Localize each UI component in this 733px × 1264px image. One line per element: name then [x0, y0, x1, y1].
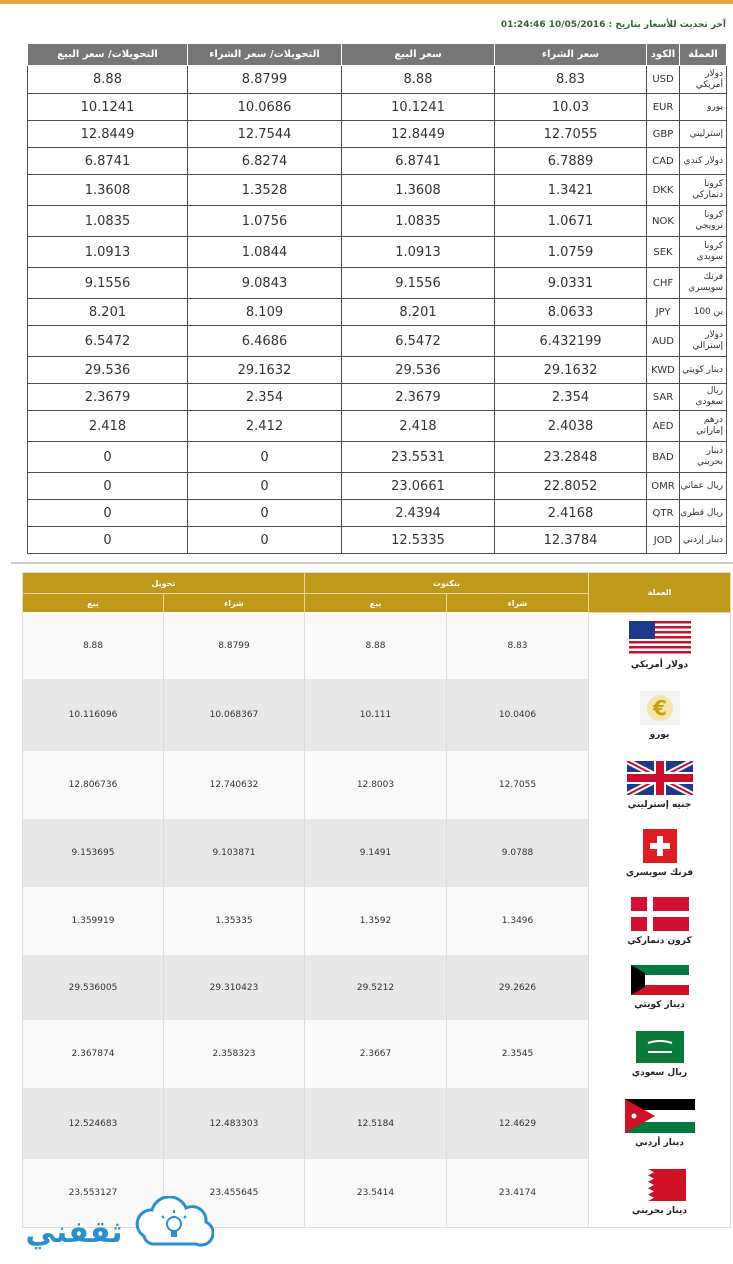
kuwait-flag — [589, 965, 730, 998]
currency-cell: فرنك سويسري — [680, 268, 727, 299]
transfer-sell-cell: 12.806736 — [23, 751, 164, 819]
sell-rate-cell: 1.3608 — [342, 175, 495, 206]
sell-rate-cell: 29.536 — [342, 357, 495, 384]
transfer-sell-cell: 2.367874 — [23, 1020, 164, 1088]
table-row — [28, 237, 727, 268]
currency-name: كرون دنماركي — [627, 935, 692, 946]
currency-cell: درهم إماراتي — [680, 411, 727, 442]
transfer-buy-cell: 1.3528 — [188, 175, 342, 206]
buy-rate-cell: 8.83 — [495, 66, 647, 94]
sell-rate-cell: 10.1241 — [342, 94, 495, 121]
buy-rate-cell: 6.7889 — [495, 148, 647, 175]
transfer-sell-cell: 0 — [28, 473, 188, 500]
currency-cell — [589, 887, 731, 955]
sell-rate-cell: 23.0661 — [342, 473, 495, 500]
currency-cell — [589, 819, 731, 887]
table-row — [23, 1088, 731, 1159]
buy-rate-cell: 1.0671 — [495, 206, 647, 237]
col-header-transfer-sell: بيع — [23, 594, 164, 613]
table-row — [23, 679, 731, 751]
sell-rate-cell: 8.88 — [342, 66, 495, 94]
transfer-sell-cell: 2.3679 — [28, 384, 188, 411]
col-header-currency: العملة — [680, 44, 727, 66]
transfer-sell-cell: 29.536 — [28, 357, 188, 384]
transfer-buy-cell: 10.0686 — [188, 94, 342, 121]
sell-rate-cell: 2.4394 — [342, 500, 495, 527]
transfer-sell-cell: 1.359919 — [23, 887, 164, 955]
currency-cell: ريال قطري — [680, 500, 727, 527]
buy-rate-cell: 22.8052 — [495, 473, 647, 500]
transfer-buy-cell: 12.740632 — [164, 751, 305, 819]
buy-rate-cell: 9.0331 — [495, 268, 647, 299]
table-row — [23, 1020, 731, 1088]
transfer-buy-cell: 29.310423 — [164, 955, 305, 1020]
code-cell: KWD — [647, 357, 680, 384]
col-header-code: الكود — [647, 44, 680, 66]
buy-rate-cell: 12.7055 — [495, 121, 647, 148]
transfer-sell-cell: 0 — [28, 500, 188, 527]
table-row — [23, 819, 731, 887]
buy-rate-cell: 12.3784 — [495, 527, 647, 554]
transfer-sell-cell: 6.5472 — [28, 326, 188, 357]
currency-cell: دولار إسترالي — [680, 326, 727, 357]
currency-cell: ين 100 — [680, 299, 727, 326]
currency-cell — [589, 1088, 731, 1159]
code-cell: JOD — [647, 527, 680, 554]
svg-text:€: € — [652, 695, 667, 720]
transfer-sell-cell: 10.1241 — [28, 94, 188, 121]
col-header-sell: سعر البيع — [342, 44, 495, 66]
col-header-banknote: بنكنوت — [305, 573, 589, 594]
sell-rate-cell: 2.418 — [342, 411, 495, 442]
code-cell: AUD — [647, 326, 680, 357]
sell-rate-cell: 1.0913 — [342, 237, 495, 268]
sell-rate-cell: 6.8741 — [342, 148, 495, 175]
table-row — [28, 121, 727, 148]
table-row — [28, 384, 727, 411]
transfer-buy-cell: 0 — [188, 527, 342, 554]
currency-name: ريال سعودي — [631, 1067, 688, 1078]
banknote-sell-cell: 8.88 — [305, 612, 447, 679]
transfer-sell-cell: 1.3608 — [28, 175, 188, 206]
transfer-sell-cell: 9.1556 — [28, 268, 188, 299]
col-header-transfer-buy: التحويلات/ سعر الشراء — [188, 44, 342, 66]
top-accent-bar — [0, 0, 733, 4]
buy-rate-cell: 2.354 — [495, 384, 647, 411]
transfer-buy-cell: 0 — [188, 473, 342, 500]
code-cell: GBP — [647, 121, 680, 148]
buy-rate-cell: 6.432199 — [495, 326, 647, 357]
currency-cell — [589, 1159, 731, 1227]
banknote-sell-cell: 29.5212 — [305, 955, 447, 1020]
table-row — [28, 411, 727, 442]
banknote-buy-cell: 9.0788 — [447, 819, 589, 887]
transfer-buy-cell: 6.4686 — [188, 326, 342, 357]
uk-flag — [589, 761, 730, 798]
code-cell: JPY — [647, 299, 680, 326]
code-cell: CAD — [647, 148, 680, 175]
transfer-sell-cell: 0 — [28, 527, 188, 554]
table-row — [23, 612, 731, 679]
currency-name: يورو — [649, 729, 670, 740]
currency-cell — [589, 751, 731, 819]
transfer-buy-cell: 1.35335 — [164, 887, 305, 955]
bahrain-flag — [589, 1169, 730, 1204]
transfer-sell-cell: 6.8741 — [28, 148, 188, 175]
currency-cell: دولار كندي — [680, 148, 727, 175]
code-cell: BAD — [647, 442, 680, 473]
site-watermark-logo — [14, 1196, 214, 1260]
transfer-sell-cell: 8.88 — [28, 66, 188, 94]
table-row — [28, 66, 727, 94]
currency-name: دولار أمريكي — [630, 660, 689, 671]
saudi-flag — [589, 1031, 730, 1066]
currency-name: جنيه إسترليني — [627, 799, 692, 810]
transfer-buy-cell: 0 — [188, 442, 342, 473]
transfer-sell-cell: 8.201 — [28, 299, 188, 326]
banknote-sell-cell: 23.5414 — [305, 1159, 447, 1227]
table-row — [28, 268, 727, 299]
currency-name: دينار كويتي — [634, 1000, 685, 1010]
buy-rate-cell: 2.4168 — [495, 500, 647, 527]
code-cell: USD — [647, 66, 680, 94]
currency-cell: دينار إردني — [680, 527, 727, 554]
transfer-buy-cell: 8.8799 — [164, 612, 305, 679]
col-header-currency: العملة — [589, 573, 731, 613]
transfer-buy-cell: 1.0844 — [188, 237, 342, 268]
buy-rate-cell: 1.0759 — [495, 237, 647, 268]
table-row — [28, 357, 727, 384]
currency-cell — [589, 955, 731, 1020]
transfer-sell-cell: 29.536005 — [23, 955, 164, 1020]
table-row — [28, 299, 727, 326]
transfer-sell-cell: 1.0835 — [28, 206, 188, 237]
table-row — [28, 94, 727, 121]
banknote-transfer-table — [22, 572, 731, 1228]
currency-name: دينار بحريني — [632, 1206, 687, 1217]
swiss-flag — [589, 829, 730, 866]
code-cell: SEK — [647, 237, 680, 268]
banknote-buy-cell: 29.2626 — [447, 955, 589, 1020]
usa-flag — [589, 621, 730, 658]
table-row — [23, 751, 731, 819]
transfer-buy-cell: 1.0756 — [188, 206, 342, 237]
banknote-sell-cell: 1.3592 — [305, 887, 447, 955]
transfer-sell-cell: 2.418 — [28, 411, 188, 442]
banknote-buy-cell: 12.4629 — [447, 1088, 589, 1159]
exchange-rates-table — [27, 43, 727, 554]
code-cell: NOK — [647, 206, 680, 237]
currency-cell: يورو — [680, 94, 727, 121]
transfer-sell-cell: 12.524683 — [23, 1088, 164, 1159]
buy-rate-cell: 1.3421 — [495, 175, 647, 206]
sell-rate-cell: 2.3679 — [342, 384, 495, 411]
watermark-text: ثقفني — [25, 1215, 123, 1250]
sell-rate-cell: 9.1556 — [342, 268, 495, 299]
transfer-sell-cell: 8.88 — [23, 612, 164, 679]
banknote-sell-cell: 9.1491 — [305, 819, 447, 887]
col-header-transfer-sell: التحويلات/ سعر البيع — [28, 44, 188, 66]
banknote-sell-cell: 2.3667 — [305, 1020, 447, 1088]
code-cell: CHF — [647, 268, 680, 299]
code-cell: DKK — [647, 175, 680, 206]
banknote-buy-cell: 2.3545 — [447, 1020, 589, 1088]
banknote-sell-cell: 12.5184 — [305, 1088, 447, 1159]
col-header-transfer: تحويل — [23, 573, 305, 594]
col-header-transfer-buy: شراء — [164, 594, 305, 613]
table-row — [28, 175, 727, 206]
banknote-buy-cell: 8.83 — [447, 612, 589, 679]
transfer-sell-cell: 9.153695 — [23, 819, 164, 887]
currency-cell: دينار كويتي — [680, 357, 727, 384]
currency-cell: كرونا دنماركي — [680, 175, 727, 206]
transfer-buy-cell: 2.412 — [188, 411, 342, 442]
transfer-buy-cell: 8.8799 — [188, 66, 342, 94]
transfer-sell-cell: 1.0913 — [28, 237, 188, 268]
currency-cell — [589, 679, 731, 751]
transfer-buy-cell: 29.1632 — [188, 357, 342, 384]
jordan-flag — [589, 1099, 730, 1136]
buy-rate-cell: 10.03 — [495, 94, 647, 121]
transfer-sell-cell: 23.553127 — [23, 1159, 164, 1227]
banknote-buy-cell: 12.7055 — [447, 751, 589, 819]
transfer-buy-cell: 6.8274 — [188, 148, 342, 175]
table-row — [28, 500, 727, 527]
table-header-row — [28, 44, 727, 66]
transfer-buy-cell: 10.068367 — [164, 679, 305, 751]
currency-cell: ريال عماني — [680, 473, 727, 500]
code-cell: OMR — [647, 473, 680, 500]
code-cell: QTR — [647, 500, 680, 527]
table-row — [23, 887, 731, 955]
buy-rate-cell: 23.2848 — [495, 442, 647, 473]
currency-cell: دينار بحريني — [680, 442, 727, 473]
code-cell: EUR — [647, 94, 680, 121]
transfer-buy-cell: 23.455645 — [164, 1159, 305, 1227]
col-header-buy: سعر الشراء — [495, 44, 647, 66]
lightbulb-cloud-icon — [14, 1196, 214, 1260]
col-header-banknote-sell: بيع — [305, 594, 447, 613]
sell-rate-cell: 1.0835 — [342, 206, 495, 237]
transfer-buy-cell: 8.109 — [188, 299, 342, 326]
sell-rate-cell: 23.5531 — [342, 442, 495, 473]
buy-rate-cell: 2.4038 — [495, 411, 647, 442]
table-row — [28, 527, 727, 554]
euro-flag — [589, 691, 730, 728]
currency-cell — [589, 612, 731, 679]
sell-rate-cell: 12.5335 — [342, 527, 495, 554]
last-update-label: آخر تحديث للأسعار بتاريخ : 10/05/2016 01:24:46 — [500, 20, 726, 30]
table-row — [28, 473, 727, 500]
transfer-buy-cell: 9.103871 — [164, 819, 305, 887]
table-row — [28, 442, 727, 473]
transfer-buy-cell: 0 — [188, 500, 342, 527]
banknote-buy-cell: 1.3496 — [447, 887, 589, 955]
transfer-buy-cell: 2.358323 — [164, 1020, 305, 1088]
denmark-flag — [589, 897, 730, 934]
sell-rate-cell: 12.8449 — [342, 121, 495, 148]
currency-cell — [589, 1020, 731, 1088]
code-cell: AED — [647, 411, 680, 442]
banknote-sell-cell: 10.111 — [305, 679, 447, 751]
code-cell: SAR — [647, 384, 680, 411]
currency-cell: كرونا نرويجي — [680, 206, 727, 237]
buy-rate-cell: 8.0633 — [495, 299, 647, 326]
sell-rate-cell: 6.5472 — [342, 326, 495, 357]
table-row — [28, 148, 727, 175]
transfer-buy-cell: 9.0843 — [188, 268, 342, 299]
transfer-buy-cell: 12.7544 — [188, 121, 342, 148]
currency-cell: إسترليني — [680, 121, 727, 148]
col-header-banknote-buy: شراء — [447, 594, 589, 613]
currency-name: دينار أردني — [635, 1138, 684, 1148]
currency-cell: ريال سعودي — [680, 384, 727, 411]
transfer-sell-cell: 10.116096 — [23, 679, 164, 751]
table-row — [28, 326, 727, 357]
transfer-buy-cell: 12.483303 — [164, 1088, 305, 1159]
transfer-sell-cell: 0 — [28, 442, 188, 473]
banknote-buy-cell: 23.4174 — [447, 1159, 589, 1227]
buy-rate-cell: 29.1632 — [495, 357, 647, 384]
table-row — [23, 955, 731, 1020]
banknote-sell-cell: 12.8003 — [305, 751, 447, 819]
sell-rate-cell: 8.201 — [342, 299, 495, 326]
currency-cell: دولار أمريكي — [680, 66, 727, 94]
transfer-sell-cell: 12.8449 — [28, 121, 188, 148]
section-divider — [11, 562, 733, 564]
table-row — [28, 206, 727, 237]
currency-cell: كرونا سويدي — [680, 237, 727, 268]
currency-name: فرنك سويسري — [625, 867, 694, 878]
banknote-buy-cell: 10.0406 — [447, 679, 589, 751]
transfer-buy-cell: 2.354 — [188, 384, 342, 411]
